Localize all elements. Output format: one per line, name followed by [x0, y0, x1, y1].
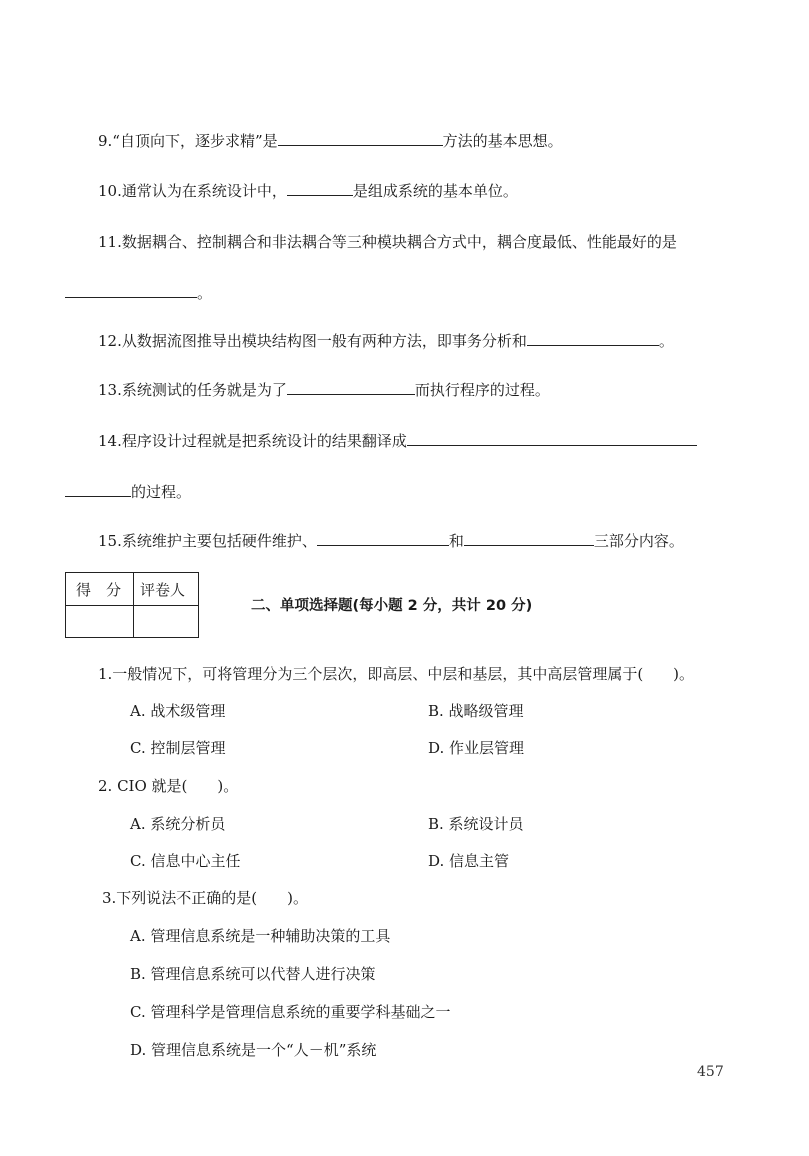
option-a[interactable]: A. 战术级管理	[130, 702, 226, 720]
question-15-tail: 三部分内容。	[593, 532, 684, 550]
score-header: 得 分	[76, 581, 122, 599]
option-a[interactable]: A. 系统分析员	[130, 815, 226, 833]
answer-blank[interactable]	[527, 331, 659, 346]
answer-blank[interactable]	[287, 380, 415, 395]
question-11-text: 11.数据耦合、控制耦合和非法耦合等三种模块耦合方式中，耦合度最低、性能最好的是	[98, 233, 677, 251]
score-table	[65, 572, 199, 638]
option-c[interactable]: C. 管理科学是管理信息系统的重要学科基础之一	[130, 1003, 451, 1021]
answer-blank[interactable]	[65, 283, 197, 298]
question-15-middle: 和	[448, 532, 464, 550]
question-10-tail: 是组成系统的基本单位。	[352, 182, 518, 200]
mc-question-2: 2. CIO 就是( )。	[98, 777, 239, 795]
answer-blank[interactable]	[464, 531, 594, 546]
question-9	[98, 131, 563, 151]
grader-header: 评卷人	[140, 581, 186, 599]
page-number: 457	[697, 1064, 724, 1080]
question-9-tail: 方法的基本思想。	[442, 132, 563, 150]
answer-blank[interactable]	[65, 482, 131, 497]
question-13-text: 13.系统测试的任务就是为了	[98, 381, 287, 399]
answer-blank[interactable]	[287, 181, 353, 196]
question-14-text: 14.程序设计过程就是把系统设计的结果翻译成	[98, 432, 407, 450]
mc-question-1: 1.一般情况下，可将管理分为三个层次，即高层、中层和基层，其中高层管理属于( )。	[98, 665, 695, 683]
question-13	[98, 380, 550, 400]
option-c[interactable]: C. 信息中心主任	[130, 852, 241, 870]
option-b[interactable]: B. 战略级管理	[428, 702, 524, 720]
option-d[interactable]: D. 作业层管理	[428, 739, 525, 757]
question-15-text: 15.系统维护主要包括硬件维护、	[98, 532, 317, 550]
question-11-answer-line	[65, 283, 212, 303]
option-b[interactable]: B. 系统设计员	[428, 815, 524, 833]
answer-blank[interactable]	[317, 531, 449, 546]
question-12-tail: 。	[658, 332, 674, 350]
question-13-tail: 而执行程序的过程。	[414, 381, 550, 399]
score-input-cell[interactable]	[66, 606, 132, 637]
question-14	[98, 431, 697, 451]
answer-blank[interactable]	[278, 131, 443, 146]
answer-blank[interactable]	[407, 431, 697, 446]
question-11	[98, 232, 677, 252]
option-d[interactable]: D. 管理信息系统是一个“人－机”系统	[130, 1041, 377, 1059]
question-12	[98, 331, 674, 351]
question-12-text: 12.从数据流图推导出模块结构图一般有两种方法，即事务分析和	[98, 332, 527, 350]
question-11-end: 。	[197, 284, 213, 302]
question-10	[98, 181, 518, 201]
question-10-text: 10.通常认为在系统设计中，	[98, 182, 287, 200]
question-14-tail: 的过程。	[131, 483, 192, 501]
option-b[interactable]: B. 管理信息系统可以代替人进行决策	[130, 965, 376, 983]
grader-input-cell[interactable]	[134, 606, 198, 637]
option-a[interactable]: A. 管理信息系统是一种辅助决策的工具	[130, 927, 391, 945]
question-9-text: 9.“自顶向下，逐步求精”是	[98, 132, 278, 150]
option-c[interactable]: C. 控制层管理	[130, 739, 226, 757]
section-title: 二、单项选择题(每小题 2 分，共计 20 分)	[251, 598, 533, 614]
mc-question-3: 3.下列说法不正确的是( )。	[102, 889, 309, 907]
question-14-answer-line	[65, 482, 191, 502]
question-15	[98, 531, 684, 551]
option-d[interactable]: D. 信息主管	[428, 852, 510, 870]
